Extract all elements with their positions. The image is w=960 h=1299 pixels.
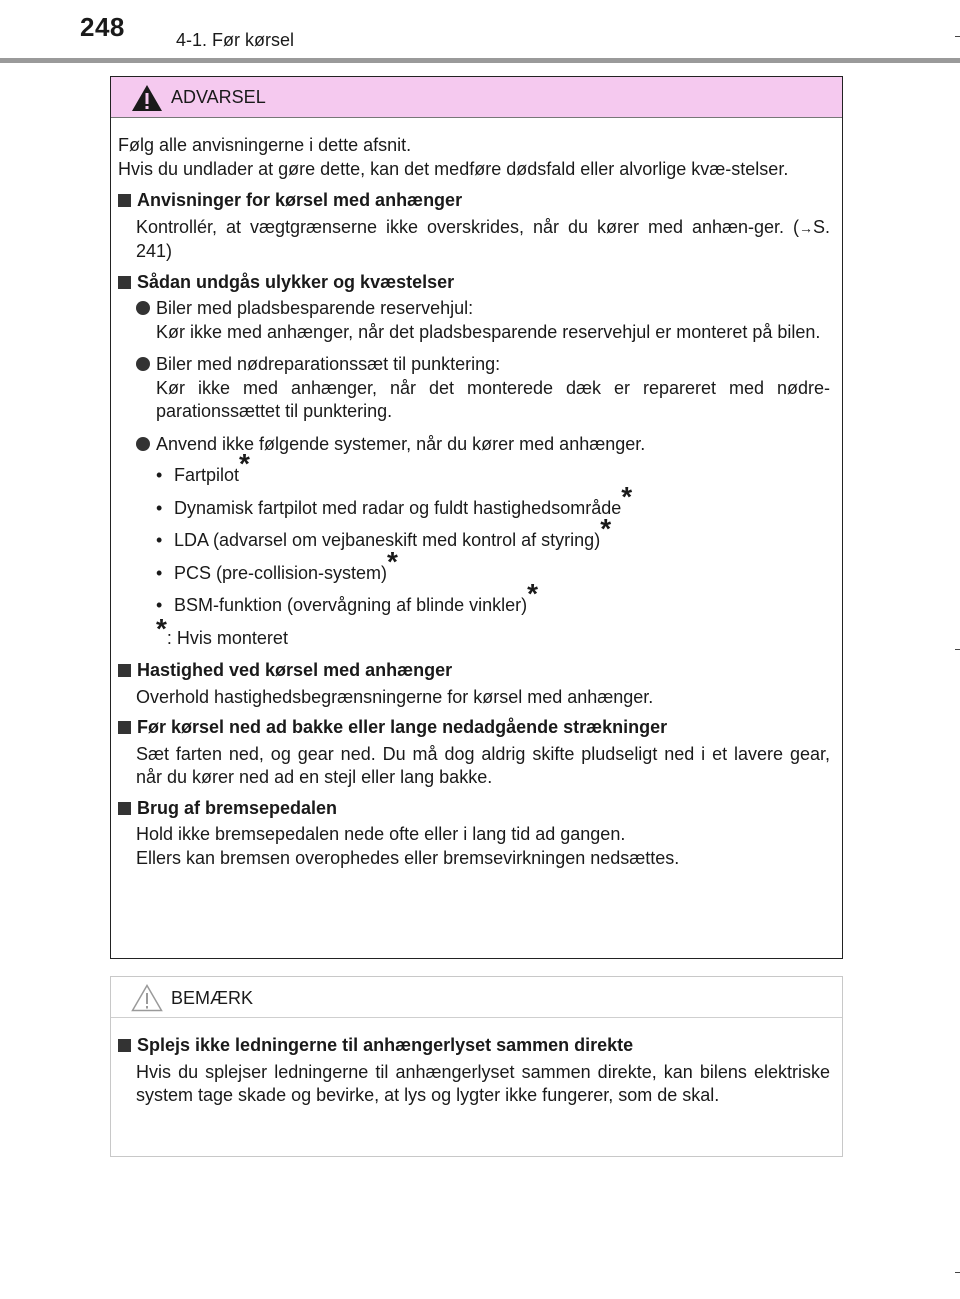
systems-list — [156, 448, 830, 616]
bullet-spare-wheel — [136, 297, 830, 344]
section-title-brake-pedal: Brug af bremsepedalen — [137, 797, 338, 818]
notice-label: BEMÆRK — [171, 988, 254, 1008]
footnote — [156, 612, 830, 651]
section-marker-icon — [118, 721, 131, 734]
system-name: BSM-funktion (overvågning af blinde vinkler) — [174, 595, 528, 615]
edge-mark-middle — [955, 649, 960, 650]
asterisk-mark: * — [600, 513, 612, 544]
bullet-dot-icon — [136, 301, 150, 315]
arrow-icon: → — [798, 219, 813, 236]
text-fragment: ) — [166, 241, 173, 261]
system-name: LDA (advarsel om vejbaneskift med kontrol af styring) — [174, 530, 601, 550]
section-title-downhill: Før kørsel ned ad bakke eller lange nedadgående strækninger — [137, 717, 668, 737]
text-fragment: Kontrollér, at vægtgrænserne ikke overskrides, når du kører med anhæn-ger. ( — [136, 216, 799, 237]
section-text-splice-wires: Hvis du splejser ledningerne til anhængerlyset sammen direkte, kan bilens elektriske system tage skade og bevirke, at lys og lygter ikke fungerer, som de skal. — [136, 1061, 830, 1105]
list-item — [156, 545, 830, 584]
section-text-downhill: Sæt farten ned, og gear ned. Du må dog aldrig skifte pludseligt ned i et lavere gear, når du kører ned ad en stejl eller lang bakke. — [136, 743, 830, 787]
section-marker-icon — [118, 194, 131, 207]
section-speed — [118, 659, 830, 709]
page-reference-link[interactable]: S. 241 — [136, 216, 830, 261]
footnote-text: : Hvis monteret — [166, 627, 288, 648]
edge-mark-bottom — [955, 1272, 960, 1273]
sub-bullet: • — [156, 530, 163, 550]
section-text-brake-pedal — [136, 823, 830, 870]
warning-intro — [118, 134, 830, 181]
text-line: Hold ikke bremsepedalen nede ofte eller i lang tid ad gangen. — [136, 824, 626, 844]
section-title-trailer-instructions: Anvisninger for kørsel med anhænger — [137, 190, 463, 210]
header-rule — [0, 58, 960, 63]
section-title-speed: Hastighed ved kørsel med anhænger — [137, 660, 453, 680]
warning-triangle-icon — [131, 84, 163, 112]
notice-body — [111, 1018, 842, 1108]
system-name: Fartpilot — [174, 465, 240, 485]
warning-box — [110, 76, 843, 959]
section-marker-icon — [118, 664, 131, 677]
section-trailer-instructions — [118, 189, 830, 264]
bullet-text: Kør ikke med anhænger, når det monterede dæk er repareret med nødre-parationssættet til punktering. — [156, 377, 830, 421]
system-name: PCS (pre-collision-system) — [174, 562, 388, 583]
sub-bullet: • — [156, 595, 163, 615]
sub-bullet: • — [156, 497, 163, 518]
bullet-text: Kør ikke med anhænger, når det pladsbesparende reservehjul er monteret på bilen. — [156, 321, 821, 342]
bullet-title: Biler med nødreparationssæt til punktering: — [156, 354, 501, 374]
bullet-dot-icon — [136, 437, 150, 451]
warning-header — [111, 77, 842, 118]
system-name: Dynamisk fartpilot med radar og fuldt hastighedsområde — [174, 497, 622, 518]
list-item — [156, 480, 830, 519]
asterisk-mark: * — [527, 578, 539, 609]
bullet-dot-icon — [136, 357, 150, 371]
section-marker-icon — [118, 1039, 131, 1052]
section-marker-icon — [118, 276, 131, 289]
section-title-avoid-accidents: Sådan undgås ulykker og kvæstelser — [137, 271, 455, 292]
page-number: 248 — [80, 12, 125, 42]
bullet-title: Anvend ikke følgende systemer, når du kører med anhænger. — [156, 433, 646, 454]
bullet-repair-kit — [136, 353, 830, 424]
asterisk-mark: * — [621, 480, 633, 512]
warning-intro-line-1: Følg alle anvisningerne i dette afsnit. — [118, 135, 412, 155]
section-marker-icon — [118, 802, 131, 815]
notice-header — [111, 977, 842, 1018]
list-item — [156, 578, 830, 616]
warning-label: ADVARSEL — [171, 87, 266, 107]
section-text-speed: Overhold hastighedsbegrænsningerne for kørsel med anhænger. — [136, 686, 654, 707]
sub-bullet: • — [156, 562, 163, 583]
text-line: Ellers kan bremsen overophedes eller bremsevirkningen nedsættes. — [136, 847, 680, 868]
section-text-trailer-instructions — [136, 216, 830, 264]
list-item — [156, 448, 830, 486]
section-title: 4-1. Før kørsel — [176, 30, 295, 50]
section-brake-pedal — [118, 797, 830, 871]
section-splice-wires — [118, 1034, 830, 1108]
asterisk-mark: * — [156, 612, 167, 644]
section-avoid-accidents — [118, 271, 830, 651]
notice-box — [110, 976, 843, 1157]
section-downhill — [118, 716, 830, 790]
edge-mark-top — [955, 36, 960, 37]
sub-bullet: • — [156, 465, 163, 485]
notice-triangle-icon — [131, 984, 163, 1012]
bullet-title: Biler med pladsbesparende reservehjul: — [156, 298, 474, 318]
asterisk-mark: * — [387, 545, 398, 577]
list-item — [156, 513, 830, 551]
warning-body — [111, 118, 842, 870]
section-title-splice-wires: Splejs ikke ledningerne til anhængerlyset sammen direkte — [137, 1035, 634, 1055]
asterisk-mark: * — [239, 448, 250, 479]
warning-intro-line-2: Hvis du undlader at gøre dette, kan det medføre dødsfald eller alvorlige kvæ-stelser. — [118, 158, 789, 179]
